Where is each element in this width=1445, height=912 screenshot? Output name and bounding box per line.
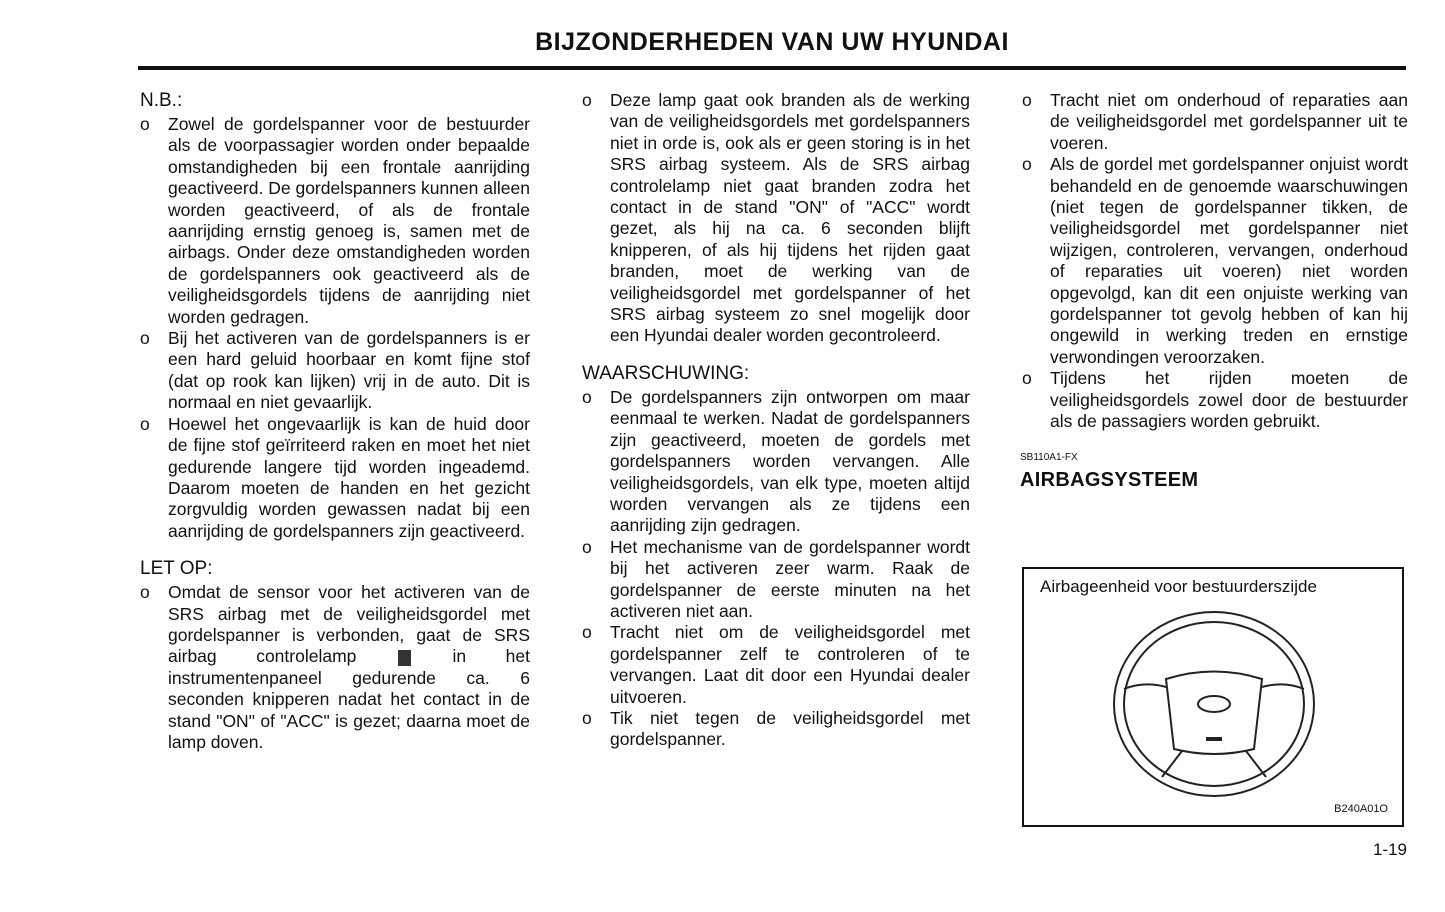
- right-item-1: Tracht niet om onderhoud of reparaties aan de veiligheidsgordel met gordelspanner uit te voeren.: [1050, 90, 1408, 153]
- right-item-3: Tijdens het rijden moeten de veiligheidsgordels zowel door de bestuurder als de passagiers worden gebruikt.: [1050, 368, 1408, 432]
- bullet: o: [140, 114, 150, 134]
- bullet: o: [140, 413, 150, 434]
- letop-text-part1: Omdat de sensor voor het activeren van de SRS airbag met de veiligheidsgordel met gordelspanner is verbonden, gaat de SRS airbag controlelamp: [168, 582, 530, 667]
- lamp-item: Deze lamp gaat ook branden als de werking van de veiligheidsgordels met gordelspanners niet in orde is, ook als er geen storing is in het SRS airbag systeem. Als de SRS airbag controlelamp niet gaat branden zodra het contact in de stand "ON" of "ACC" wordt gezet, als hij na ca. 6 seconden blijft knipperen, of als hij tijdens het rijden gaat branden, moet de werking van de veiligheidsgordel met gordelspanner of het SRS airbag systeem zo snel mogelijk door een Hyundai dealer worden gecontroleerd.: [610, 90, 970, 346]
- wheel-spoke-bottom-right: [1246, 751, 1266, 777]
- bullet: o: [1022, 90, 1032, 110]
- wheel-rim-inner: [1124, 622, 1304, 786]
- nb-item-3: Hoewel het ongevaarlijk is kan de huid door de fijne stof geïrriteerd raken en moet het niet gedurende langere tijd worden ingeademd. Daarom moeten de handen en het gezicht zorgvuldig worden gewassen nadat bij een aanrijding de gordelspanners zijn geactiveerd.: [168, 413, 530, 541]
- title-rule: [138, 66, 1406, 70]
- list-item: [138, 414, 530, 542]
- list-item: [1020, 154, 1408, 368]
- bullet: o: [1022, 368, 1032, 389]
- list-item: [1020, 90, 1408, 154]
- bullet: o: [1022, 154, 1032, 175]
- column-right: [1020, 90, 1408, 491]
- page-number: 1-19: [1372, 840, 1407, 859]
- warning-item-3: Tracht niet om de veiligheidsgordel met gordelspanner zelf te controleren of te vervangen. Laat dit door een Hyundai dealer uitvoeren.: [610, 622, 970, 707]
- page-title: BIJZONDERHEDEN VAN UW HYUNDAI: [535, 28, 1009, 56]
- list-item: [580, 537, 970, 623]
- airbag-section-heading: AIRBAGSYSTEEM: [1020, 468, 1199, 491]
- right-item-2: Als de gordel met gordelspanner onjuist wordt behandeld en de genoemde waarschuwingen (niet tegen de gordelspanner tikken, de veiligheidsgordel met gordelspanner niet wijzigen, controleren, vervangen, onderhoud of reparaties uit voeren) niet worden opgevolgd, kan dit een onjuiste werking van gordelspanner tot gevolg hebben of kan hij ongewild in werking treden en ernstige verwondingen veroorzaken.: [1050, 154, 1408, 367]
- airbag-figure: [1022, 567, 1404, 827]
- warning-heading: WAARSCHUWING:: [582, 362, 750, 384]
- bullet: o: [140, 328, 150, 349]
- bullet: o: [582, 90, 592, 110]
- warning-item-4: Tik niet tegen de veiligheidsgordel met gordelspanner.: [610, 707, 970, 750]
- list-item: [1020, 368, 1408, 432]
- bullet: o: [582, 386, 592, 407]
- bullet: o: [582, 707, 592, 728]
- wheel-spoke-left: [1124, 684, 1166, 689]
- list-item: [138, 328, 530, 414]
- figure-caption: Airbageenheid voor bestuurderszijde: [1040, 577, 1317, 596]
- bullet: o: [140, 582, 150, 603]
- list-item: [580, 622, 970, 708]
- warning-item-1: De gordelspanners zijn ontworpen om maar eenmaal te werken. Nadat de gordelspanners zijn geactiveerd, moeten de gordels met gordelspanners worden vervangen. Alle veiligheidsgordels, van elk type, moeten altijd worden vervangen als ze tijdens een aanrijding zijn gedragen.: [610, 386, 970, 536]
- srs-label-mark: [1206, 737, 1222, 741]
- hyundai-logo-icon: [1198, 696, 1230, 712]
- bullet: o: [582, 622, 592, 643]
- letop-text-part2: in het instrumentenpaneel gedurende ca. 6 seconden knipperen nadat het contact in de stand "ON" of "ACC" is gezet; daarna moet de lamp doven.: [168, 646, 530, 752]
- nb-item-2: Bij het activeren van de gordelspanners is er een hard geluid hoorbaar en komt fijne stof (dat op rook kan lijken) vrij in de auto. Dit is normaal en niet gevaarlijk.: [168, 328, 530, 413]
- nb-heading: N.B.:: [140, 90, 183, 111]
- figure-code: B240A01O: [1334, 803, 1388, 815]
- section-code: SB110A1-FX: [1020, 451, 1078, 463]
- wheel-spoke-bottom-left: [1162, 751, 1182, 777]
- list-item: [580, 90, 970, 347]
- warning-item-2: Het mechanisme van de gordelspanner wordt bij het activeren zeer warm. Raak de gordelspanner de eerste minuten na het activeren niet aan.: [610, 536, 970, 621]
- airbag-warning-icon: [398, 650, 411, 666]
- wheel-rim-outer: [1114, 612, 1314, 796]
- list-item: [580, 708, 970, 751]
- list-item: [138, 582, 530, 753]
- nb-item-1: Zowel de gordelspanner voor de bestuurder als de voorpassagier worden onder bepaalde omstandigheden bij een frontale aanrijding geactiveerd. De gordelspanners kunnen alleen worden geactiveerd, of als de frontale aanrijding ernstig genoeg is, samen met de airbags. Onder deze omstandigheden worden de gordelspanners ook geactiveerd als de veiligheidsgordels tijdens de aanrijding niet worden gedragen.: [168, 114, 530, 327]
- list-item: [580, 387, 970, 537]
- list-item: [138, 114, 530, 328]
- column-middle: [580, 90, 970, 751]
- letop-item: [168, 582, 530, 753]
- bullet: o: [582, 536, 592, 557]
- steering-wheel-illustration: [1104, 609, 1324, 799]
- column-left: [138, 90, 530, 753]
- letop-heading: LET OP:: [140, 558, 213, 580]
- wheel-spoke-right: [1262, 684, 1304, 689]
